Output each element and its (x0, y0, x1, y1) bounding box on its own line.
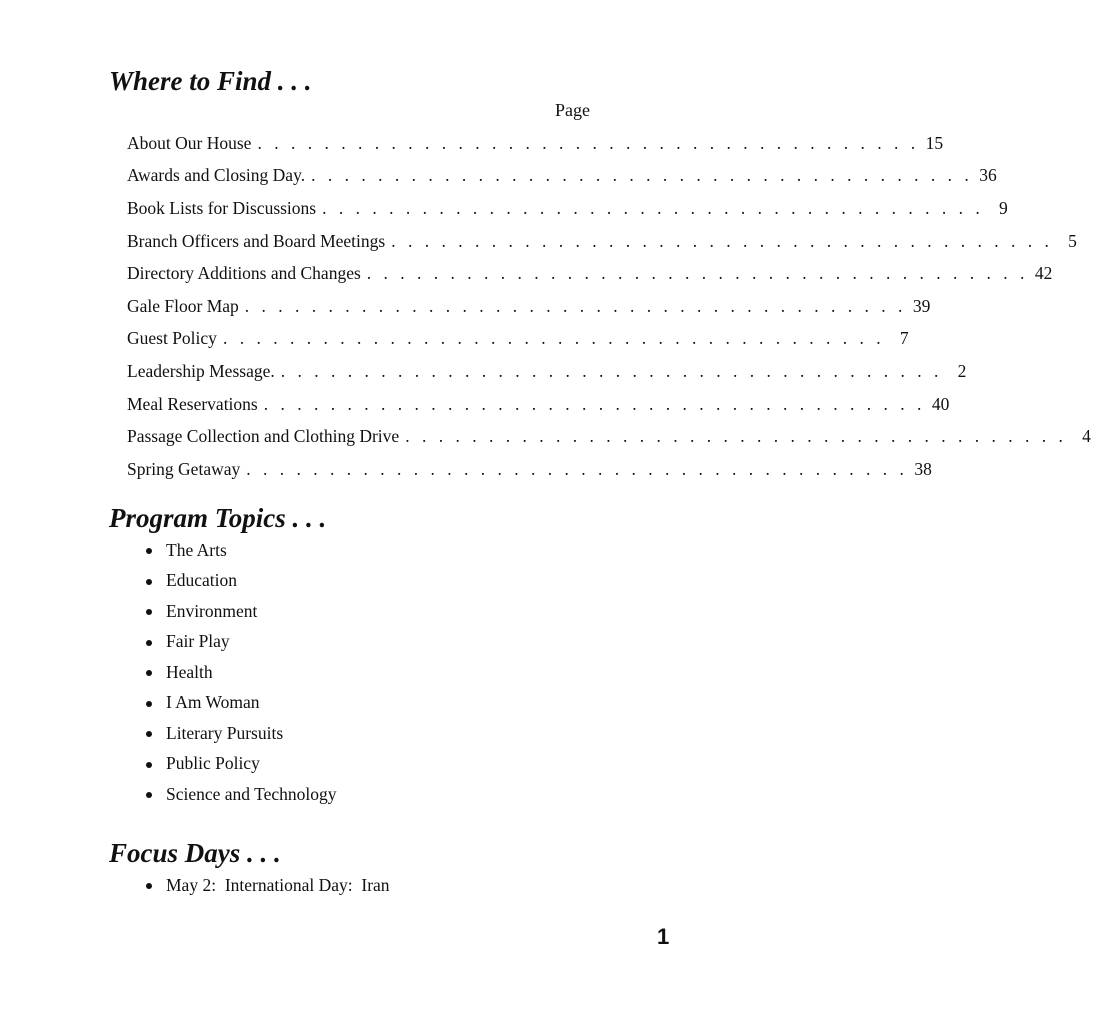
page-number: 1 (657, 924, 670, 949)
toc-dot-leader: . . . . . . . . . . . . . . . . . . . . . . . . . . . . . . . . . . . . . . . . (366, 263, 1029, 284)
toc-entry (127, 127, 944, 160)
bullet-icon (146, 762, 152, 768)
bullet-icon (146, 670, 152, 676)
bullet-icon (146, 883, 152, 889)
focus-days-heading: Focus Days . . . (109, 838, 281, 868)
toc-entry-page: 40 (931, 393, 950, 414)
toc-entry (127, 453, 932, 486)
toc-entry-page: 7 (899, 328, 909, 349)
toc-entry-title: Branch Officers and Board Meetings (127, 230, 386, 251)
list-item (146, 718, 336, 749)
list-item-label: May 2: International Day: Iran (166, 874, 390, 895)
toc-entry-page: 38 (914, 458, 932, 479)
toc-entry-page: 42 (1034, 263, 1053, 284)
program-topics-list (146, 535, 336, 810)
toc-entry (127, 225, 1077, 258)
list-item-label: Health (166, 661, 213, 682)
list-item-label: I Am Woman (166, 692, 260, 713)
list-item (146, 627, 336, 658)
list-item-label: Science and Technology (166, 783, 337, 804)
bullet-icon (146, 701, 152, 707)
toc-dot-leader: . . . . . . . . . . . . . . . . . . . . . . . . . . . . . . . . . . . . . . . . (257, 132, 920, 153)
list-item (146, 535, 336, 566)
toc-dot-leader: . . . . . . . . . . . . . . . . . . . . . . . . . . . . . . . . . . . . . . . . (311, 165, 973, 186)
toc-entry-title: About Our House (127, 132, 252, 153)
toc-entry-title: Directory Additions and Changes (127, 263, 361, 284)
toc-entry-page: 2 (957, 360, 967, 381)
toc-entry-title: Leadership Message. (127, 360, 275, 381)
toc-dot-leader: . . . . . . . . . . . . . . . . . . . . . . . . . . . . . . . . . . . . . . . . (391, 230, 1053, 251)
toc-entry-title: Passage Collection and Clothing Drive (127, 426, 400, 447)
toc-entry-title: Spring Getaway (127, 458, 241, 479)
list-item (146, 779, 336, 810)
bullet-icon (146, 640, 152, 646)
list-item (146, 657, 336, 688)
toc-entry-title: Awards and Closing Day. (127, 165, 306, 186)
toc-entry (127, 257, 1053, 290)
table-of-contents (127, 127, 1091, 486)
toc-entry (127, 192, 1008, 225)
focus-days-list (146, 870, 390, 901)
toc-entry (127, 420, 1091, 453)
bullet-icon (146, 579, 152, 585)
toc-dot-leader: . . . . . . . . . . . . . . . . . . . . . . . . . . . . . . . . . . . . . . . . (263, 393, 926, 414)
toc-entry-page: 36 (979, 165, 997, 186)
list-item (146, 688, 336, 719)
toc-dot-leader: . . . . . . . . . . . . . . . . . . . . . . . . . . . . . . . . . . . . . . . . (222, 328, 885, 349)
where-to-find-heading: Where to Find . . . (109, 66, 312, 96)
bullet-icon (146, 548, 152, 554)
list-item (146, 749, 336, 780)
toc-entry-title: Book Lists for Discussions (127, 197, 317, 218)
list-item-label: The Arts (166, 539, 227, 560)
toc-entry (127, 388, 950, 421)
list-item-label: Fair Play (166, 631, 230, 652)
toc-entry-page: 9 (998, 197, 1008, 218)
toc-entry (127, 160, 997, 193)
toc-dot-leader: . . . . . . . . . . . . . . . . . . . . . . . . . . . . . . . . . . . . . . . . (246, 458, 908, 479)
toc-entry (127, 323, 909, 356)
toc-entry-page: 15 (925, 132, 944, 153)
bullet-icon (146, 731, 152, 737)
program-topics-heading: Program Topics . . . (109, 503, 327, 533)
list-item-label: Public Policy (166, 753, 260, 774)
bullet-icon (146, 792, 152, 798)
toc-entry-page: 4 (1082, 426, 1091, 447)
page-column-label: Page (555, 100, 590, 120)
list-item-label: Literary Pursuits (166, 722, 284, 743)
toc-entry-page: 39 (912, 295, 931, 316)
list-item (146, 870, 390, 901)
toc-dot-leader: . . . . . . . . . . . . . . . . . . . . . . . . . . . . . . . . . . . . . . . . (322, 197, 984, 218)
toc-entry-title: Meal Reservations (127, 393, 258, 414)
bullet-icon (146, 609, 152, 615)
list-item (146, 566, 336, 597)
toc-entry (127, 290, 931, 323)
toc-dot-leader: . . . . . . . . . . . . . . . . . . . . . . . . . . . . . . . . . . . . . . . . (405, 426, 1067, 447)
toc-entry-title: Gale Floor Map (127, 295, 239, 316)
toc-entry (127, 355, 967, 388)
toc-dot-leader: . . . . . . . . . . . . . . . . . . . . . . . . . . . . . . . . . . . . . . . . (280, 360, 943, 381)
list-item-label: Education (166, 570, 237, 591)
list-item (146, 596, 336, 627)
toc-entry-page: 5 (1068, 230, 1077, 251)
toc-entry-title: Guest Policy (127, 328, 217, 349)
list-item-label: Environment (166, 600, 258, 621)
toc-dot-leader: . . . . . . . . . . . . . . . . . . . . . . . . . . . . . . . . . . . . . . . . (244, 295, 907, 316)
